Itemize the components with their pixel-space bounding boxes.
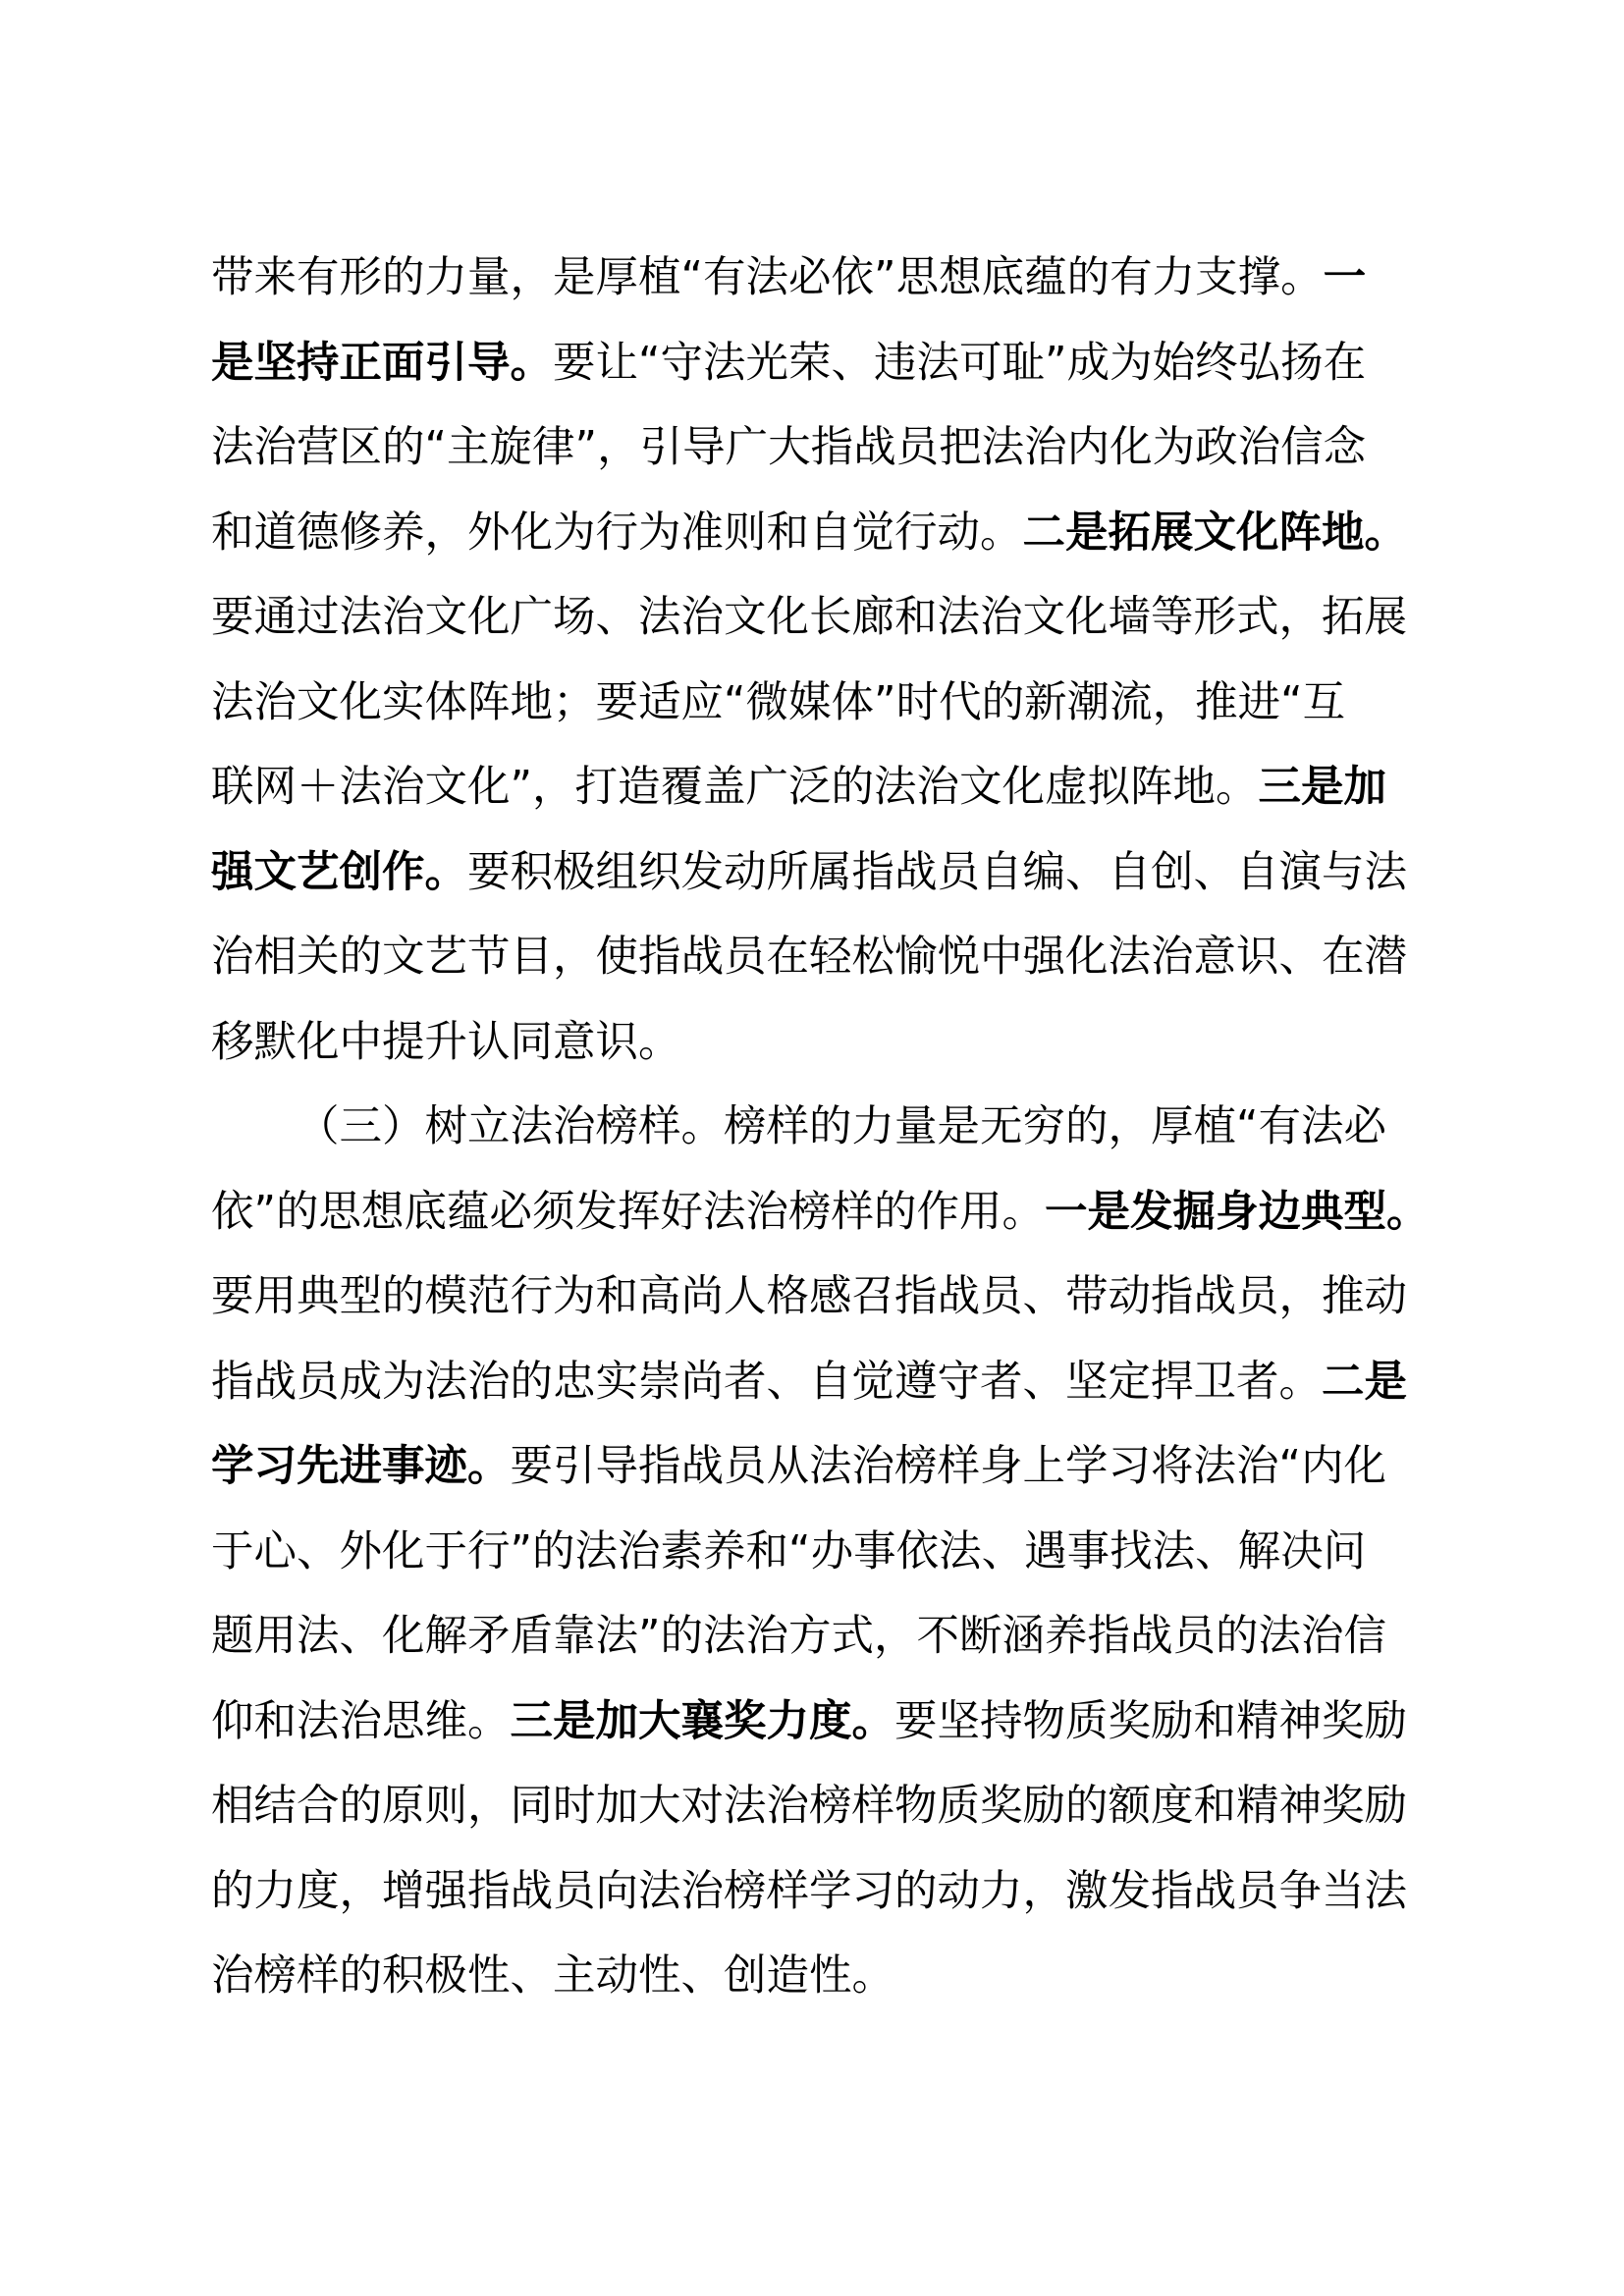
document-page xyxy=(211,236,1430,2019)
text-line xyxy=(211,321,1419,406)
bold-text-segment: 二是拓展文化阵地。 xyxy=(1022,507,1407,558)
text-line xyxy=(211,236,1419,321)
bold-text-segment: 二是 xyxy=(1322,1357,1407,1407)
text-segment: 指战员成为法治的忠实崇尚者、自觉遵守者、坚定捍卫者。 xyxy=(211,1357,1322,1407)
text-segment: 法治文化实体阵地；要适应“微媒体”时代的新潮流，推进“互 xyxy=(211,677,1346,727)
bold-text-segment: 是坚持正面引导。 xyxy=(211,338,553,388)
text-line xyxy=(211,1594,1419,1680)
text-segment: 治榜样的积极性、主动性、创造性。 xyxy=(211,1951,894,2001)
text-segment: 和道德修养，外化为行为准则和自觉行动。 xyxy=(211,507,1023,558)
text-segment: 的力度，增强指战员向法治榜样学习的动力，激发指战员争当法 xyxy=(211,1866,1407,1916)
bold-text-segment: 一是发掘身边典型。 xyxy=(1045,1187,1430,1237)
body-text xyxy=(211,236,1430,2019)
text-line xyxy=(211,405,1419,491)
text-segment: 移默化中提升认同意识。 xyxy=(211,1017,681,1067)
bold-text-segment: 一 xyxy=(1323,253,1367,302)
text-segment: 要通过法治文化广场、法治文化长廊和法治文化墙等形式，拓展 xyxy=(211,593,1407,642)
text-line xyxy=(211,1510,1419,1595)
bold-text-segment: 强文艺创作。 xyxy=(211,847,467,897)
text-segment: 联网＋法治文化”，打造覆盖广泛的法治文化虚拟阵地。 xyxy=(211,763,1259,812)
text-segment: 要让“守法光荣、违法可耻”成为始终弘扬在 xyxy=(553,338,1367,388)
text-line xyxy=(211,1000,1419,1086)
text-segment: 治相关的文艺节目，使指战员在轻松愉悦中强化法治意识、在潜 xyxy=(211,933,1407,982)
text-line xyxy=(211,745,1419,830)
text-line xyxy=(211,1340,1419,1425)
bold-text-segment: 三是加 xyxy=(1258,763,1387,812)
text-line xyxy=(211,1764,1419,1849)
text-segment: 仰和法治思维。 xyxy=(211,1696,511,1746)
text-line xyxy=(211,491,1419,576)
text-segment: 要引导指战员从法治榜样身上学习将法治“内化 xyxy=(510,1442,1387,1491)
text-line xyxy=(211,1170,1430,1255)
text-segment: 带来有形的力量，是厚植“有法必依”思想底蕴的有力支撑。 xyxy=(211,253,1324,302)
text-segment: 于心、外化于行”的法治素养和“办事依法、遇事找法、解决问 xyxy=(211,1526,1367,1576)
bold-text-segment: 学习先进事迹。 xyxy=(211,1442,511,1491)
text-segment: 法治营区的“主旋律”，引导广大指战员把法治内化为政治信念 xyxy=(211,423,1367,472)
section-heading-text: （三）树立法治榜样。榜样的力量是无穷的，厚植“有法必 xyxy=(297,1102,1387,1151)
text-line xyxy=(211,1849,1419,1935)
text-line xyxy=(211,1934,1419,2019)
text-line xyxy=(211,1680,1419,1765)
text-line xyxy=(211,575,1419,661)
text-segment: 题用法、化解矛盾靠法”的法治方式，不断涵养指战员的法治信 xyxy=(211,1612,1387,1661)
text-segment: 要积极组织发动所属指战员自编、自创、自演与法 xyxy=(467,847,1407,897)
section-heading-line xyxy=(211,1085,1419,1170)
bold-text-segment: 三是加大襄奖力度。 xyxy=(510,1696,894,1746)
text-line xyxy=(211,915,1419,1000)
text-segment: 依”的思想底蕴必须发挥好法治榜样的作用。 xyxy=(211,1187,1046,1237)
text-segment: 要用典型的模范行为和高尚人格感召指战员、带动指战员，推动 xyxy=(211,1272,1407,1321)
text-segment: 相结合的原则，同时加大对法治榜样物质奖励的额度和精神奖励 xyxy=(211,1782,1407,1831)
text-line xyxy=(211,661,1419,746)
text-segment: 要坚持物质奖励和精神奖励 xyxy=(894,1696,1407,1746)
text-line xyxy=(211,830,1419,916)
text-line xyxy=(211,1255,1419,1340)
text-line xyxy=(211,1424,1419,1510)
